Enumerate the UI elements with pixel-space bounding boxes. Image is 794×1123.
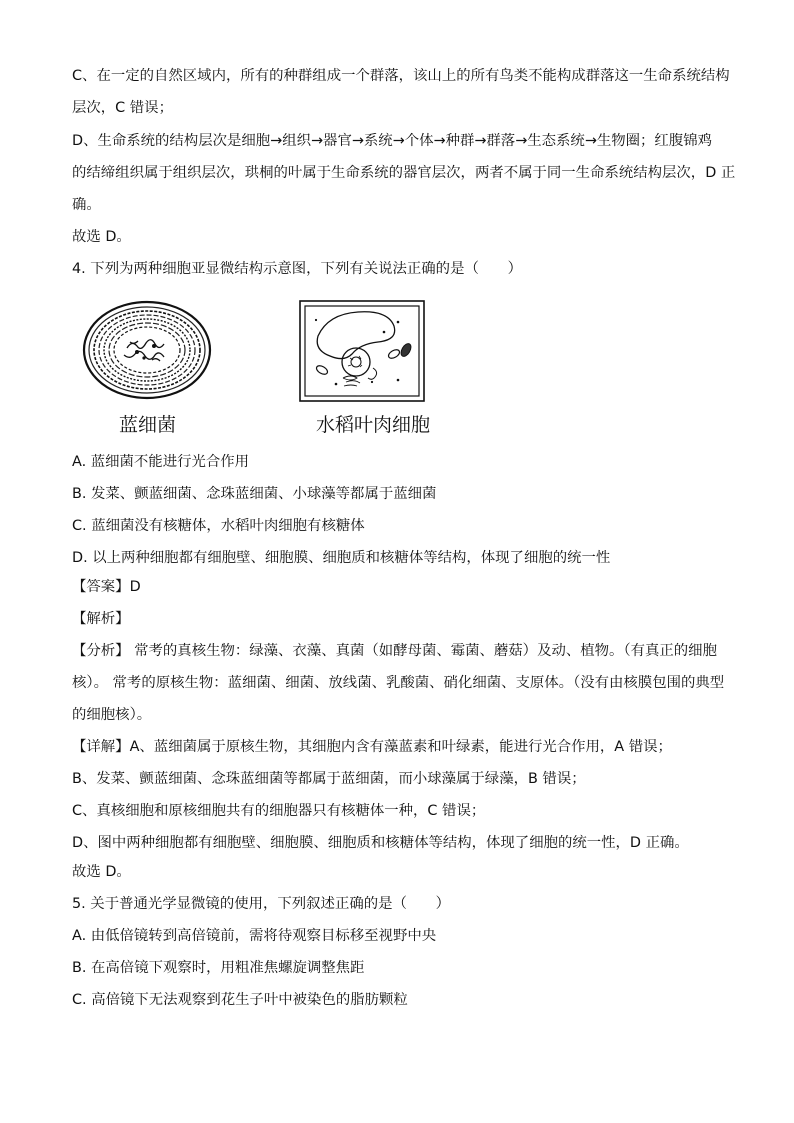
question-5-option-a: A. 由低倍镜转到高倍镜前，需将待观察目标移至视野中央 bbox=[72, 928, 437, 944]
analysis-line: C、真核细胞和原核细胞共有的细胞器只有核糖体一种，C 错误； bbox=[72, 803, 486, 819]
analysis-title: 【解析】 bbox=[72, 611, 130, 627]
analysis-line: 【详解】A、蓝细菌属于原核生物，其细胞内含有藻蓝素和叶绿素，能进行光合作用，A 错误； bbox=[72, 739, 672, 755]
analysis-line: 核）。 常考的原核生物：蓝细菌、细菌、放线菌、乳酸菌、硝化细菌、支原体。（没有由核膜包围的典型 bbox=[72, 675, 725, 691]
question-5-stem: 5. 关于普通光学显微镜的使用，下列叙述正确的是（ ） bbox=[72, 896, 451, 912]
question-4-stem: 4. 下列为两种细胞亚显微结构示意图，下列有关说法正确的是（ ） bbox=[72, 261, 523, 277]
cyanobacteria-diagram bbox=[82, 300, 212, 400]
question-4-option-d: D. 以上两种细胞都有细胞壁、细胞膜、细胞质和核糖体等结构，体现了细胞的统一性 bbox=[72, 550, 611, 566]
text-line: 故选 D。 bbox=[72, 229, 131, 245]
question-5-option-b: B. 在高倍镜下观察时，用粗准焦螺旋调整焦距 bbox=[72, 960, 365, 976]
question-4-option-a: A. 蓝细菌不能进行光合作用 bbox=[72, 454, 250, 470]
rice-mesophyll-cell-diagram bbox=[298, 298, 428, 406]
analysis-line: 【分析】 常考的真核生物：绿藻、衣藻、真菌（如酵母菌、霉菌、蘑菇）及动、植物。（有真正的细胞 bbox=[72, 643, 717, 659]
question-4-option-b: B. 发菜、颤蓝细菌、念珠蓝细菌、小球藻等都属于蓝细菌 bbox=[72, 486, 437, 502]
text-line: D、生命系统的结构层次是细胞→组织→器官→系统→个体→种群→群落→生态系统→生物圈；红腹锦鸡 bbox=[72, 133, 712, 149]
analysis-line: 的细胞核）。 bbox=[72, 707, 152, 723]
text-line: 层次，C 错误； bbox=[72, 100, 173, 116]
answer: 【答案】D bbox=[72, 579, 141, 595]
analysis-line: D、图中两种细胞都有细胞壁、细胞膜、细胞质和核糖体等结构，体现了细胞的统一性，D 正确。 bbox=[72, 835, 689, 851]
question-5-option-c: C. 高倍镜下无法观察到花生子叶中被染色的脂肪颗粒 bbox=[72, 992, 408, 1008]
text-line: C、在一定的自然区域内，所有的种群组成一个群落，该山上的所有鸟类不能构成群落这一生命系统结构 bbox=[72, 68, 730, 84]
text-line: 的结缔组织属于组织层次，珙桐的叶属于生命系统的器官层次，两者不属于同一生命系统结构层次，D 正 bbox=[72, 165, 736, 181]
analysis-line: 故选 D。 bbox=[72, 864, 131, 880]
question-4-option-c: C. 蓝细菌没有核糖体，水稻叶肉细胞有核糖体 bbox=[72, 518, 365, 534]
rice-cell-label: 水稻叶肉细胞 bbox=[316, 414, 431, 436]
text-line: 确。 bbox=[72, 197, 101, 213]
analysis-line: B、发菜、颤蓝细菌、念珠蓝细菌等都属于蓝细菌，而小球藻属于绿藻，B 错误； bbox=[72, 771, 586, 787]
cyanobacteria-label: 蓝细菌 bbox=[119, 414, 177, 436]
